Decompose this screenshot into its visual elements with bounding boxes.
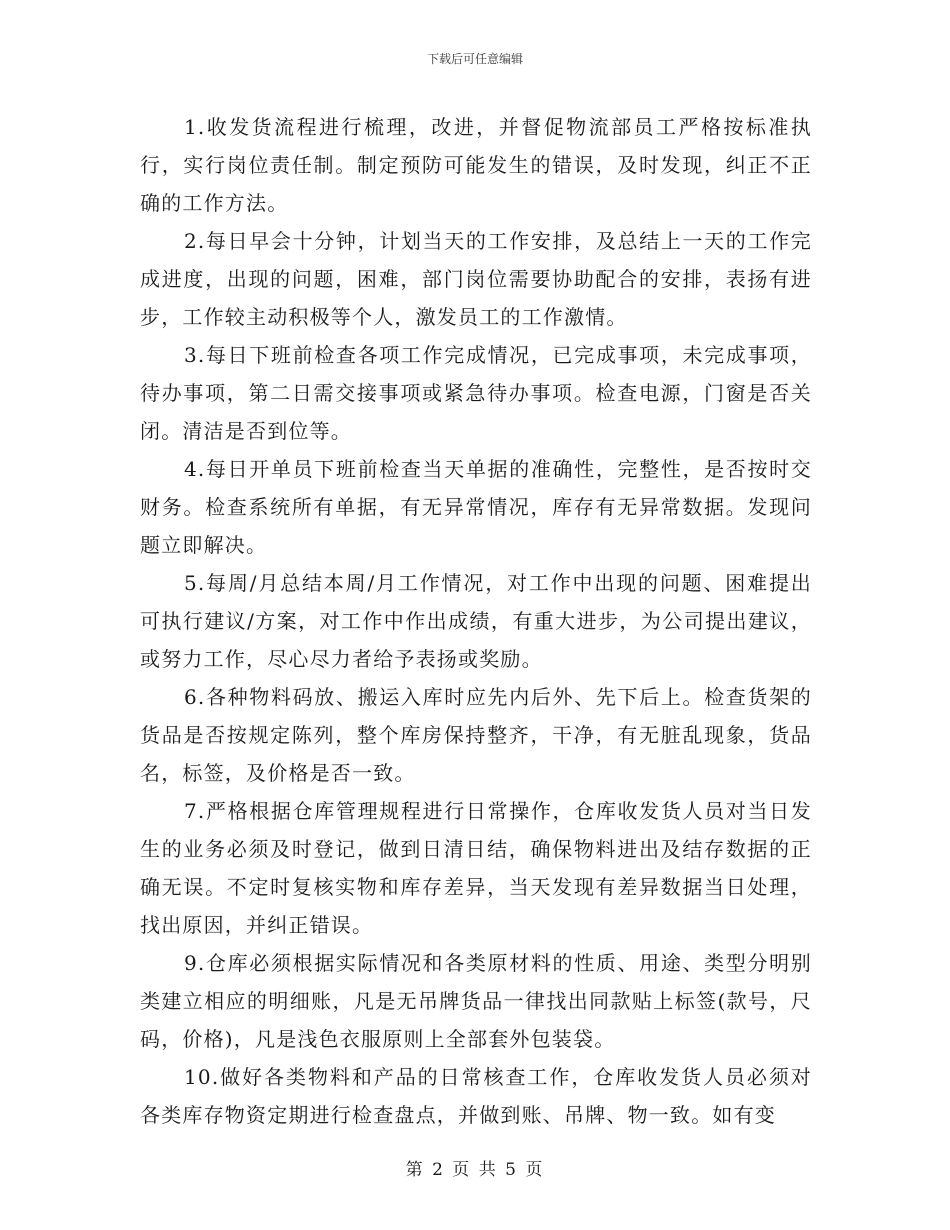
page-header: 下载后可任意编辑 xyxy=(426,52,523,66)
paragraph-2: 2.每日早会十分钟，计划当天的工作安排，及总结上一天的工作完成进度，出现的问题，困难，部门岗位需要协助配合的安排，表扬有进步，工作较主动积极等个人，激发员工的工作激情。 xyxy=(140,229,812,329)
paragraph-10: 10.做好各类物料和产品的日常核查工作，仓库收发货人员必须对各类库存物资定期进行检查盘点，并做到账、吊牌、物一致。如有变 xyxy=(140,1065,812,1127)
paragraph-6: 6.各种物料码放、搬运入库时应先内后外、先下后上。检查货架的货品是否按规定陈列，整个库房保持整齐，干净，有无脏乱现象，货品名，标签，及价格是否一致。 xyxy=(140,685,812,785)
page-footer: 第 2 页 共 5 页 xyxy=(405,1160,545,1180)
paragraph-3: 3.每日下班前检查各项工作完成情况，已完成事项，未完成事项，待办事项，第二日需交接事项或紧急待办事项。检查电源，门窗是否关闭。清洁是否到位等。 xyxy=(140,343,812,443)
paragraph-7: 7.严格根据仓库管理规程进行日常操作，仓库收发货人员对当日发生的业务必须及时登记，做到日清日结，确保物料进出及结存数据的正确无误。不定时复核实物和库存差异，当天发现有差异数据当日处理，找出原因，并纠正错误。 xyxy=(140,799,812,937)
paragraph-5: 5.每周/月总结本周/月工作情况，对工作中出现的问题、困难提出可执行建议/方案，对工作中作出成绩，有重大进步，为公司提出建议，或努力工作，尽心尽力者给予表扬或奖励。 xyxy=(140,571,812,671)
paragraph-9: 9.仓库必须根据实际情况和各类原材料的性质、用途、类型分明别类建立相应的明细账，凡是无吊牌货品一律找出同款贴上标签(款号，尺码，价格)，凡是浅色衣服原则上全部套外包装袋。 xyxy=(140,951,812,1051)
paragraph-4: 4.每日开单员下班前检查当天单据的准确性，完整性，是否按时交财务。检查系统所有单据，有无异常情况，库存有无异常数据。发现问题立即解决。 xyxy=(140,457,812,557)
document-body xyxy=(140,108,812,1134)
paragraph-1: 1.收发货流程进行梳理，改进，并督促物流部员工严格按标准执行，实行岗位责任制。制定预防可能发生的错误，及时发现，纠正不正确的工作方法。 xyxy=(140,115,812,215)
